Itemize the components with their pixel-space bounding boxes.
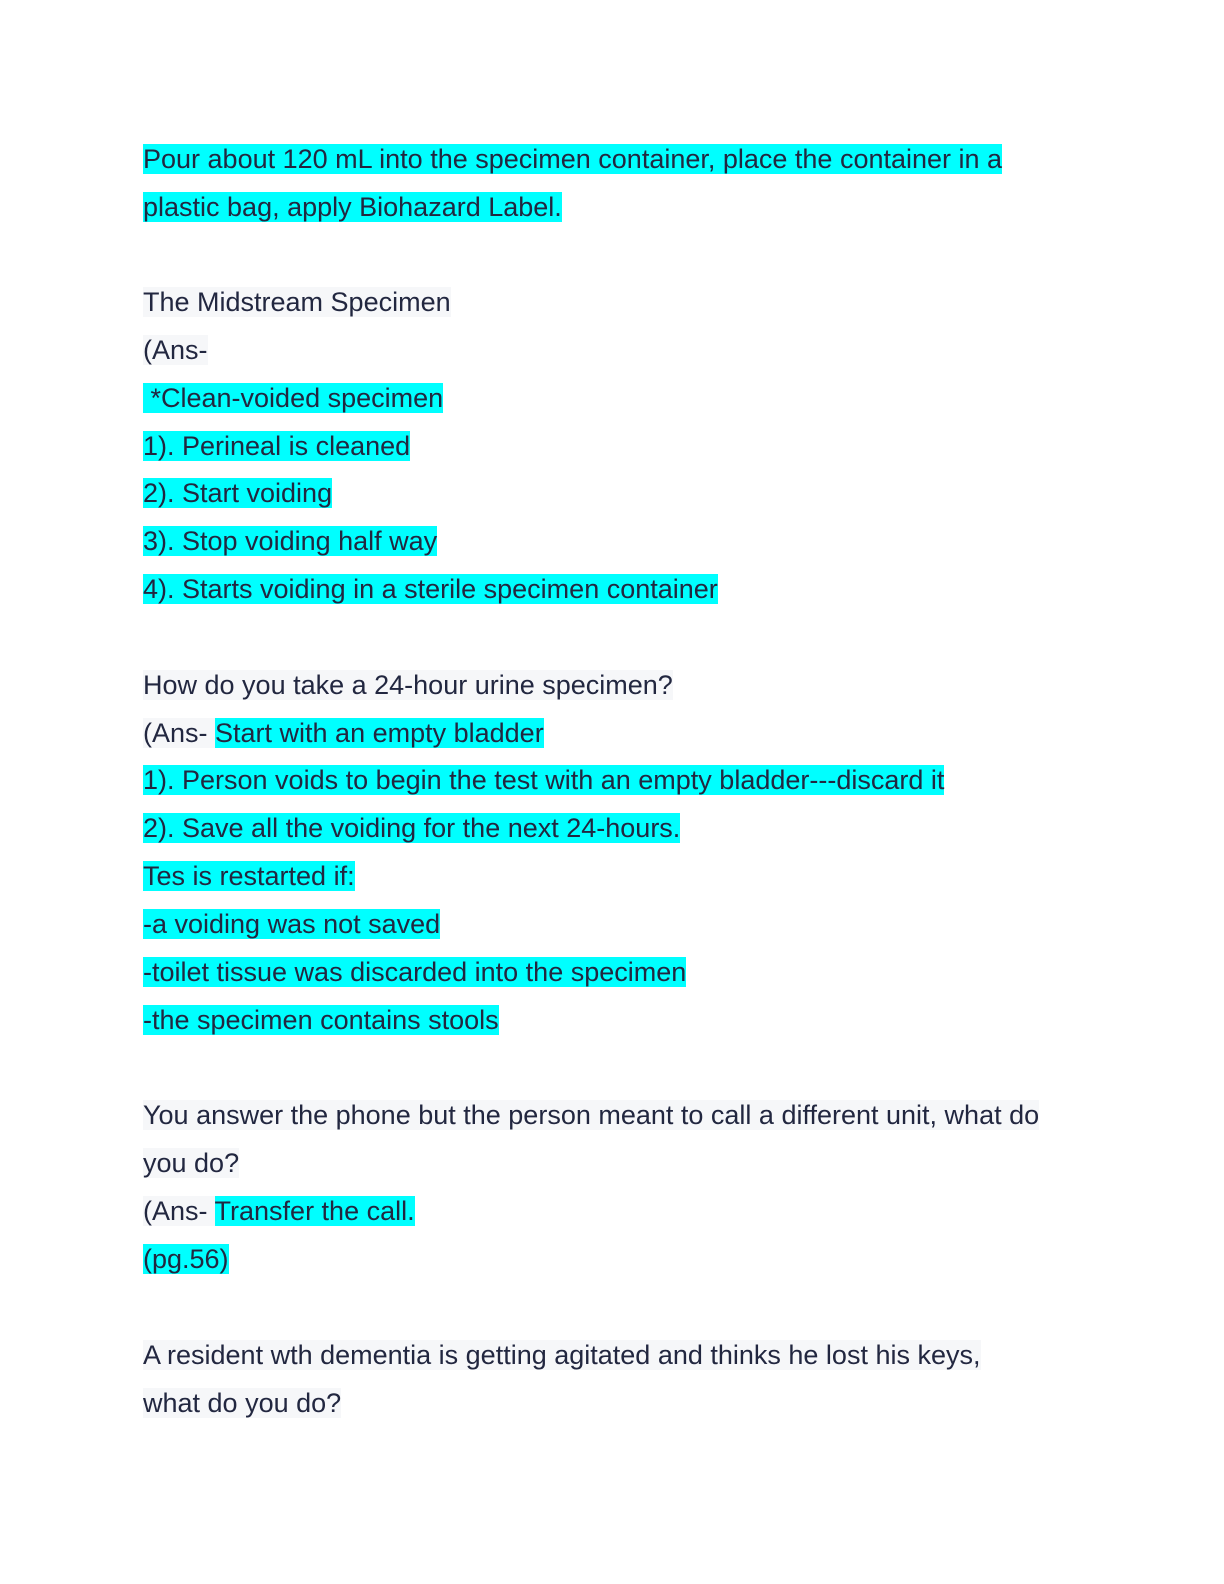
text-line <box>143 428 410 464</box>
text-line <box>143 1002 499 1038</box>
text-line <box>143 141 1002 177</box>
question-text: How do you take a 24-hour urine specimen? <box>143 670 673 700</box>
text-line <box>143 380 443 416</box>
question-line <box>143 1145 239 1181</box>
text-line <box>143 571 718 607</box>
highlighted-text: 1). Perineal is cleaned <box>143 431 411 461</box>
question-text: You answer the phone but the person meant to call a different unit, what do <box>143 1100 1040 1130</box>
highlighted-text: -toilet tissue was discarded into the specimen <box>143 957 687 987</box>
text-line <box>143 475 332 511</box>
question-line <box>143 284 451 320</box>
answer-line <box>143 715 544 751</box>
highlighted-text: Pour about 120 mL into the specimen container, place the container in a <box>143 144 1003 174</box>
answer-prefix: (Ans- <box>143 718 216 748</box>
highlighted-text: *Clean-voided specimen <box>143 383 444 413</box>
text-line <box>143 906 440 942</box>
highlighted-text: -a voiding was not saved <box>143 909 441 939</box>
question-text: you do? <box>143 1148 240 1178</box>
text-line <box>143 858 355 894</box>
question-text: what do you do? <box>143 1388 342 1418</box>
question-line <box>143 667 673 703</box>
highlighted-text: 2). Save all the voiding for the next 24-hours. <box>143 813 681 843</box>
text-line <box>143 810 680 846</box>
highlighted-text: 4). Starts voiding in a sterile specimen container <box>143 574 718 604</box>
text-line <box>143 762 944 798</box>
highlighted-text: plastic bag, apply Biohazard Label. <box>143 192 562 222</box>
highlighted-text: 1). Person voids to begin the test with an empty bladder---discard it <box>143 765 945 795</box>
highlighted-text: 3). Stop voiding half way <box>143 526 438 556</box>
answer-prefix: (Ans- <box>143 335 208 365</box>
highlighted-text: Transfer the call. <box>214 1196 415 1226</box>
answer-prefix: (Ans- <box>143 1196 215 1226</box>
highlighted-text: (pg.56) <box>143 1244 229 1274</box>
text-line <box>143 1241 229 1277</box>
highlighted-text: Start with an empty bladder <box>215 718 544 748</box>
question-line <box>143 1337 981 1373</box>
highlighted-text: Tes is restarted if: <box>143 861 355 891</box>
question-line <box>143 1097 1039 1133</box>
text-line <box>143 523 437 559</box>
answer-line <box>143 332 208 368</box>
text-line <box>143 189 562 225</box>
question-text: The Midstream Specimen <box>143 287 451 317</box>
question-line <box>143 1385 341 1421</box>
highlighted-text: -the specimen contains stools <box>143 1005 499 1035</box>
question-text: A resident wth dementia is getting agitated and thinks he lost his keys, <box>143 1340 981 1370</box>
answer-line <box>143 1193 415 1229</box>
text-line <box>143 954 686 990</box>
highlighted-text: 2). Start voiding <box>143 478 333 508</box>
